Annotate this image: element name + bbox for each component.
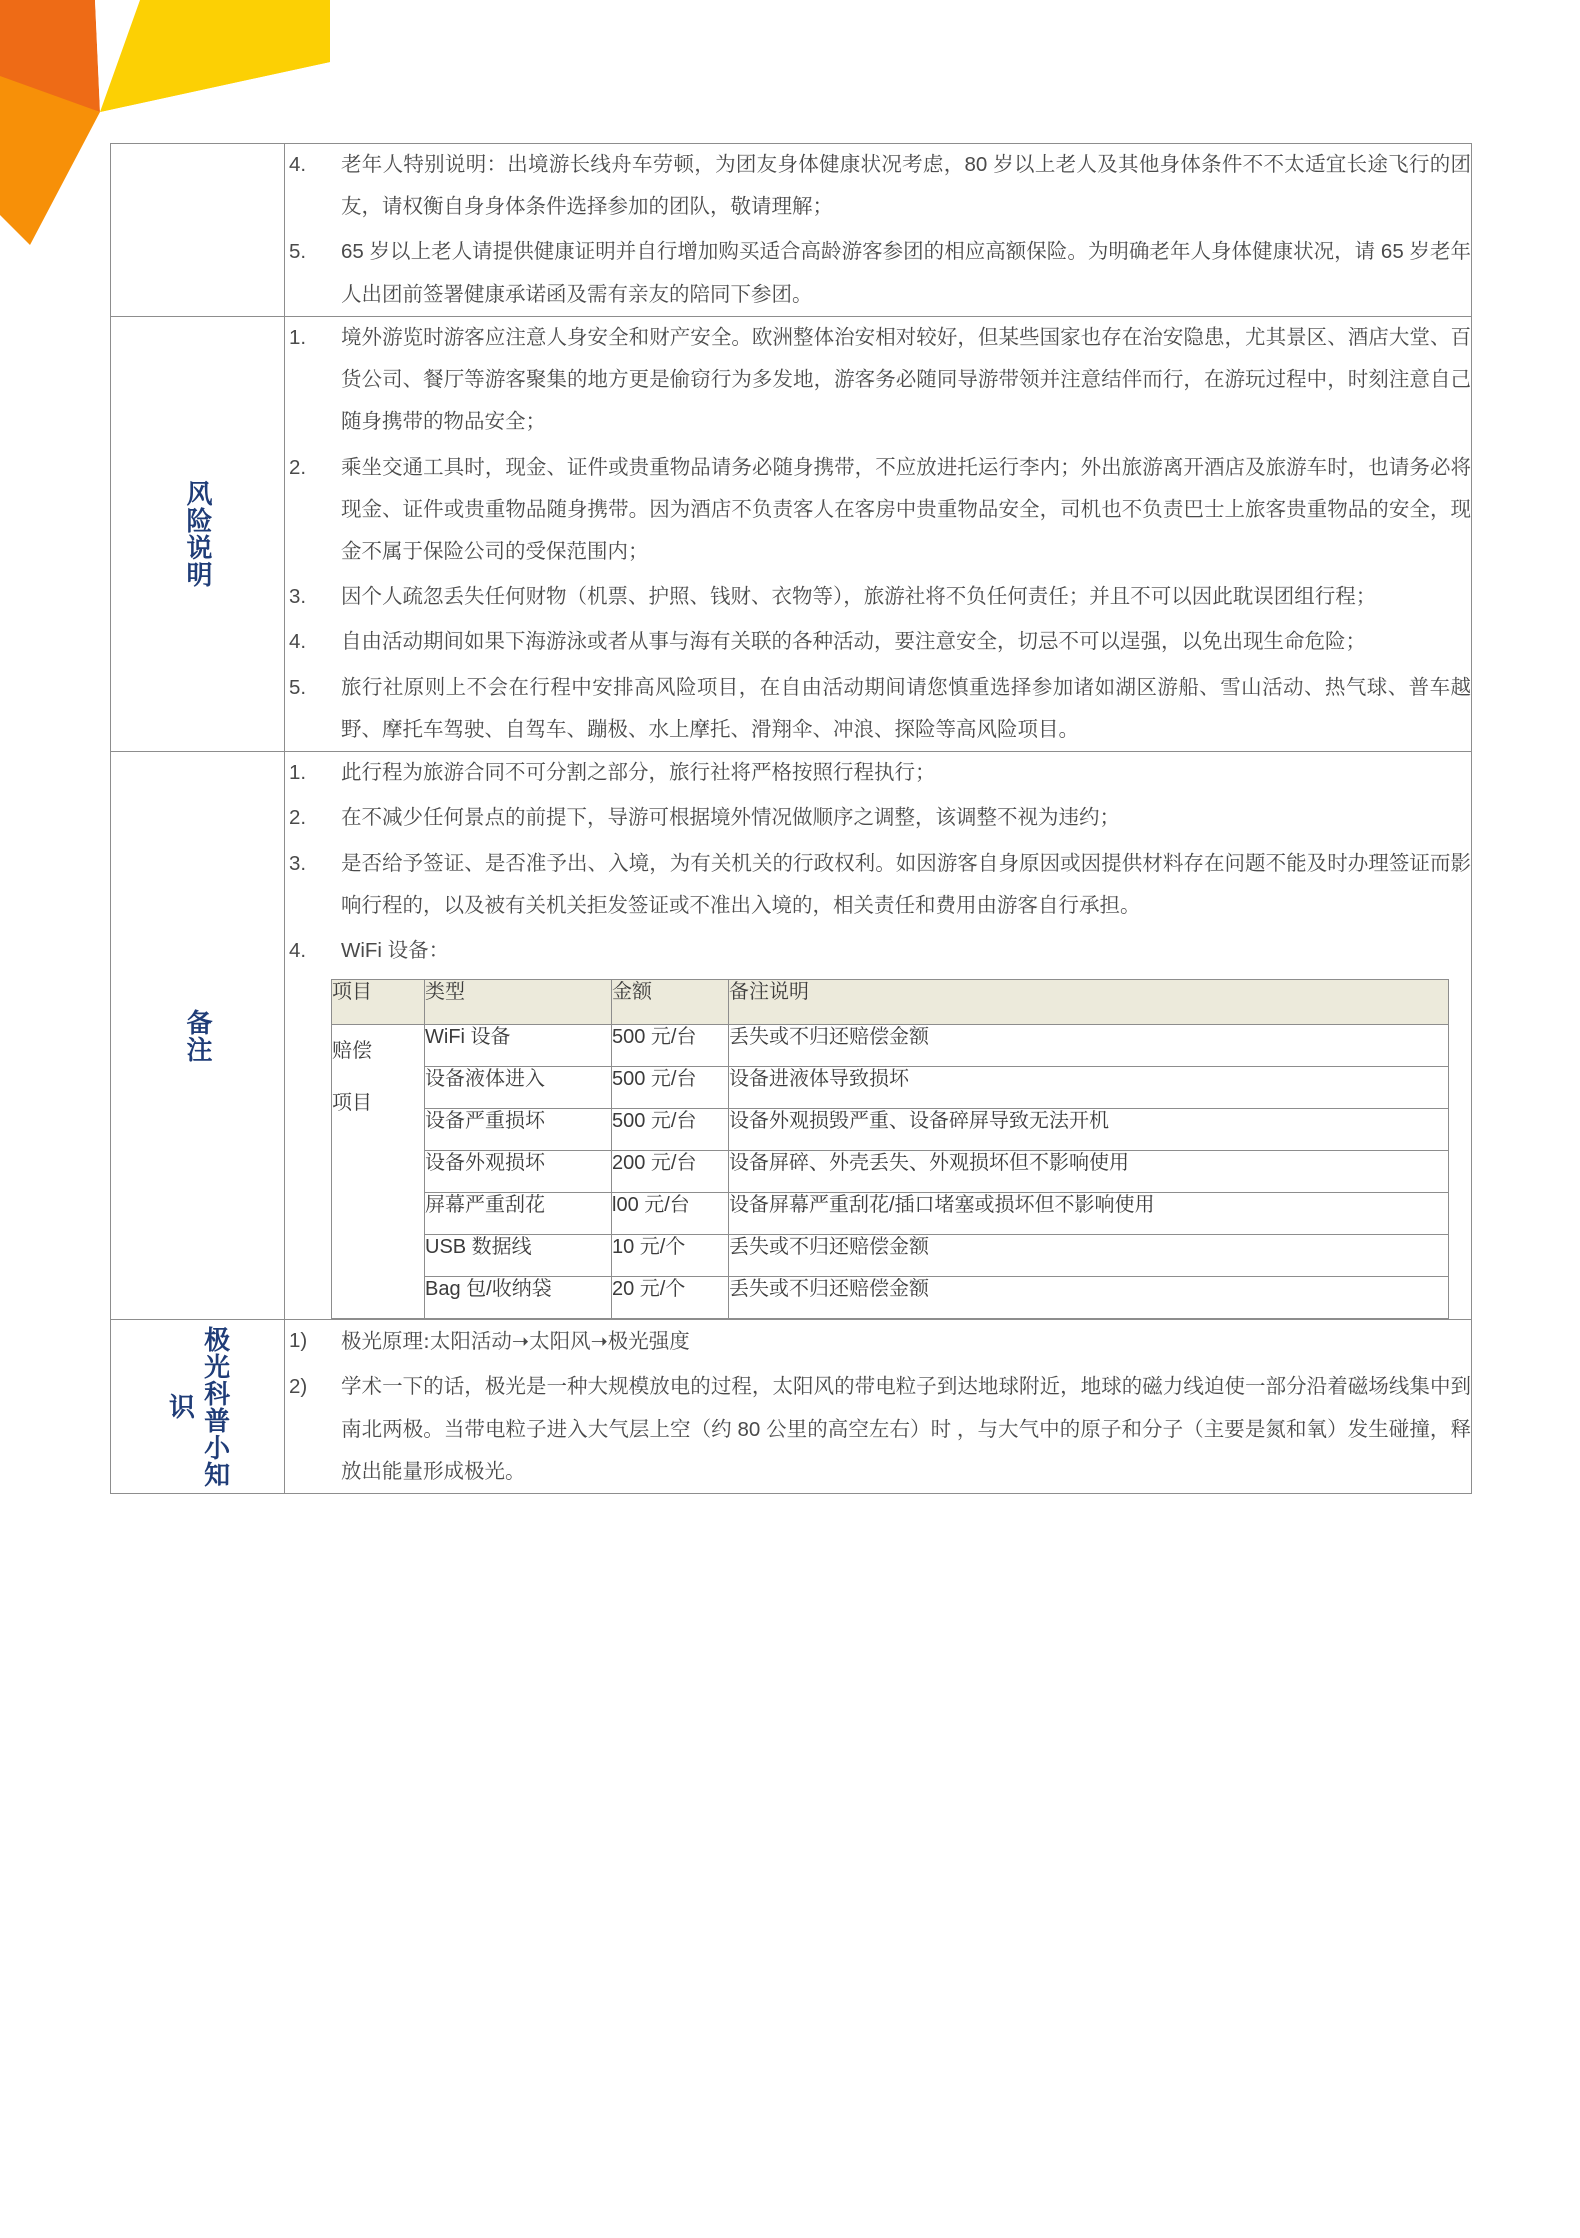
list-item — [285, 621, 1471, 663]
vertical-label-text-2: 识 — [165, 1393, 195, 1421]
cell-amount: 500 元/台 — [612, 1109, 729, 1151]
list-text: 极光原理:太阳活动➝太阳风➝极光强度 — [341, 1329, 690, 1354]
header-type: 类型 — [425, 980, 612, 1025]
wifi-compensation-table — [331, 979, 1449, 1319]
list-text: WiFi 设备： — [341, 938, 450, 962]
document-table — [110, 143, 1472, 1494]
vertical-label-text: 备注 — [183, 1008, 213, 1063]
table-row — [111, 144, 1472, 317]
cell-note: 设备进液体导致损坏 — [729, 1067, 1449, 1109]
cell-amount: l00 元/台 — [612, 1193, 729, 1235]
cell-amount: 500 元/台 — [612, 1025, 729, 1067]
list-item — [285, 1366, 1471, 1493]
header-note: 备注说明 — [729, 980, 1449, 1025]
list-item — [285, 576, 1471, 618]
list-text: 自由活动期间如果下海游泳或者从事与海有关联的各种活动，要注意安全，切忌不可以逞强，以免出现生命危险； — [341, 630, 1366, 654]
header-amount: 金额 — [612, 980, 729, 1025]
cell-note: 设备外观损毁严重、设备碎屏导致无法开机 — [729, 1109, 1449, 1151]
list-item — [285, 797, 1471, 839]
cell-note: 设备屏幕严重刮花/插口堵塞或损坏但不影响使用 — [729, 1193, 1449, 1235]
list-item — [285, 317, 1471, 444]
section-label-cell-empty — [111, 144, 285, 317]
list-item — [285, 144, 1471, 228]
table-row — [111, 316, 1472, 751]
list-text: 乘坐交通工具时，现金、证件或贵重物品请务必随身携带，不应放进托运行李内；外出旅游离开酒店及旅游车时，也请务必将现金、证件或贵重物品随身携带。因为酒店不负责客人在客房中贵重物品安全，司机也不负责巴士上旅客贵重物品的安全，现金不属于保险公司的受保范围内； — [341, 455, 1471, 563]
list-text: 因个人疏忽丢失任何财物（机票、护照、钱财、衣物等），旅游社将不负任何责任；并且不可以因此耽误团组行程； — [341, 585, 1377, 609]
table-row — [332, 1151, 1449, 1193]
clause-list — [285, 144, 1471, 316]
cell-note: 丢失或不归还赔偿金额 — [729, 1025, 1449, 1067]
list-marker: 4. — [289, 938, 307, 962]
list-item — [285, 752, 1471, 794]
list-marker: 5. — [289, 240, 307, 264]
table-row — [332, 1193, 1449, 1235]
item-group-line2: 项目 — [332, 1092, 372, 1115]
cell-type: 设备外观损坏 — [425, 1151, 612, 1193]
wifi-table-head — [332, 980, 1449, 1025]
list-text: 65 岁以上老人请提供健康证明并自行增加购买适合高龄游客参团的相应高额保险。为明确老年人身体健康状况，请 65 岁老年人出团前签署健康承诺函及需有亲友的陪同下参团。 — [341, 240, 1471, 306]
cell-type: USB 数据线 — [425, 1235, 612, 1277]
cell-amount: 500 元/台 — [612, 1067, 729, 1109]
table-header-row — [332, 980, 1449, 1025]
clause-list — [285, 1320, 1471, 1493]
list-text: 此行程为旅游合同不可分割之部分，旅行社将严格按照行程执行； — [341, 761, 936, 785]
list-text: 境外游览时游客应注意人身安全和财产安全。欧洲整体治安相对较好，但某些国家也存在治安隐患，尤其景区、酒店大堂、百货公司、餐厅等游客聚集的地方更是偷窃行为多发地，游客务必随同导游带领并注意结伴而行，在游玩过程中，时刻注意自己随身携带的物品安全； — [341, 325, 1471, 434]
vertical-label-text: 极光科普小知 — [200, 1325, 230, 1488]
list-text: 是否给予签证、是否准予出、入境，为有关机关的行政权利。如因游客自身原因或因提供材料存在问题不能及时办理签证而影响行程的，以及被有关机关拒发签证或不准出入境的，相关责任和费用由游客自行承担。 — [341, 851, 1471, 917]
list-text: 学术一下的话，极光是一种大规模放电的过程，太阳风的带电粒子到达地球附近，地球的磁力线迫使一部分沿着磁场线集中到南北两极。当带电粒子进入大气层上空（约 80 公里的高空左右）时 ，与大气中的原子和分子（主要是氮和氧）发生碰撞，释放出能量形成极光。 — [341, 1375, 1471, 1483]
cell-type: 屏幕严重刮花 — [425, 1193, 612, 1235]
deco-shape-orange-dark — [0, 0, 100, 112]
section-body-cell — [285, 752, 1472, 1320]
cell-note: 丢失或不归还赔偿金额 — [729, 1235, 1449, 1277]
section-body-cell — [285, 1320, 1472, 1494]
cell-type: 设备严重损坏 — [425, 1109, 612, 1151]
deco-shape-orange-mid — [0, 76, 100, 245]
list-item — [285, 231, 1471, 315]
list-marker: 3. — [289, 585, 307, 609]
section-label-cell-risk — [111, 316, 285, 751]
cell-note: 设备屏碎、外壳丢失、外观损坏但不影响使用 — [729, 1151, 1449, 1193]
vertical-label-wrap — [111, 752, 284, 1319]
list-marker: 1. — [289, 325, 307, 349]
clause-list — [285, 317, 1471, 751]
list-marker: 1. — [289, 761, 307, 785]
table-row — [332, 1277, 1449, 1319]
list-text: 老年人特别说明：出境游长线舟车劳顿，为团友身体健康状况考虑，80 岁以上老人及其他身体条件不不太适宜长途飞行的团友，请权衡自身身体条件选择参加的团队，敬请理解； — [341, 153, 1471, 219]
list-marker: 1) — [289, 1329, 308, 1353]
item-group-line1: 赔偿 — [332, 1040, 372, 1063]
table-row — [332, 1067, 1449, 1109]
list-item — [285, 667, 1471, 751]
table-row — [111, 752, 1472, 1320]
table-row — [111, 1320, 1472, 1494]
section-label-cell-aurora — [111, 1320, 285, 1494]
cell-type: WiFi 设备 — [425, 1025, 612, 1067]
cell-item-group — [332, 1025, 425, 1319]
list-marker: 3. — [289, 851, 307, 875]
vertical-label-wrap — [111, 317, 284, 751]
section-body-cell — [285, 316, 1472, 751]
list-item — [285, 843, 1471, 927]
deco-shape-white-wedge — [95, 0, 140, 112]
table-row — [332, 1025, 1449, 1067]
list-marker: 5. — [289, 675, 307, 699]
list-marker: 2. — [289, 455, 307, 479]
cell-amount: 10 元/个 — [612, 1235, 729, 1277]
cell-note: 丢失或不归还赔偿金额 — [729, 1277, 1449, 1319]
section-body-cell — [285, 144, 1472, 317]
list-marker: 4. — [289, 630, 307, 654]
deco-shape-yellow — [100, 0, 330, 112]
list-marker: 2) — [289, 1375, 308, 1399]
list-marker: 4. — [289, 153, 307, 176]
list-marker: 2. — [289, 806, 307, 830]
cell-amount: 20 元/个 — [612, 1277, 729, 1319]
list-item — [285, 1320, 1471, 1363]
list-item — [285, 930, 1471, 972]
cell-type: Bag 包/收纳袋 — [425, 1277, 612, 1319]
list-item — [285, 447, 1471, 574]
deco-shape-yellow2 — [100, 0, 330, 112]
header-item: 项目 — [332, 980, 425, 1025]
cell-amount: 200 元/台 — [612, 1151, 729, 1193]
clause-list — [285, 752, 1471, 972]
section-label-cell-notes — [111, 752, 285, 1320]
table-row — [332, 1109, 1449, 1151]
table-row — [332, 1235, 1449, 1277]
vertical-label-text: 风险说明 — [183, 479, 213, 588]
vertical-label-wrap — [111, 1320, 284, 1493]
wifi-table-body — [332, 1025, 1449, 1319]
list-text: 在不减少任何景点的前提下，导游可根据境外情况做顺序之调整，该调整不视为违约； — [341, 806, 1120, 830]
list-text: 旅行社原则上不会在行程中安排高风险项目，在自由活动期间请您慎重选择参加诸如湖区游船、雪山活动、热气球、普车越野、摩托车驾驶、自驾车、蹦极、水上摩托、滑翔伞、冲浪、探险等高风险项目。 — [341, 675, 1471, 741]
cell-type: 设备液体进入 — [425, 1067, 612, 1109]
